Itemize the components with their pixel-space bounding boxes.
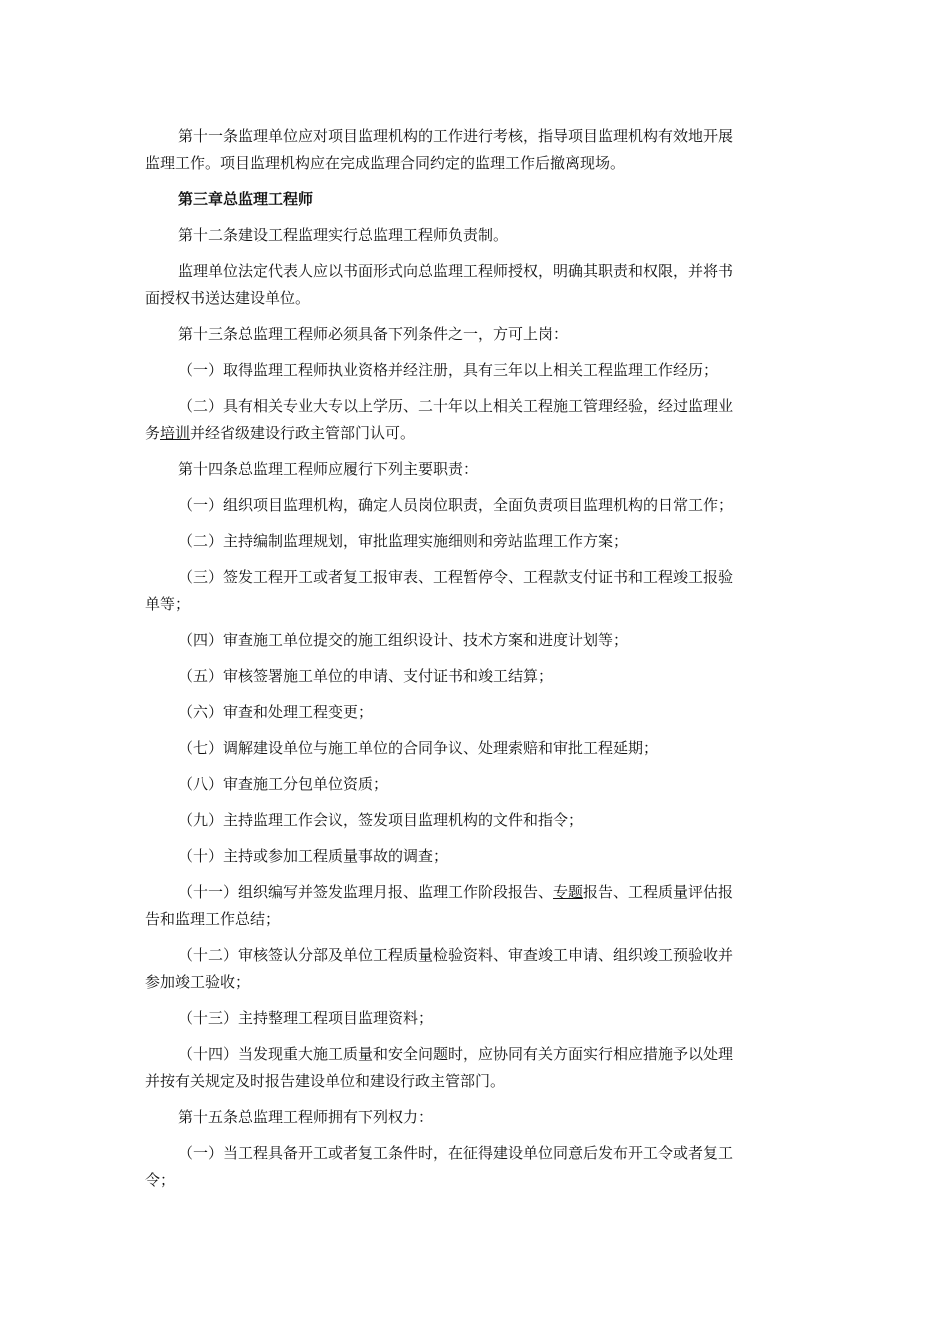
article-14-item-5 <box>145 663 807 690</box>
article-11 <box>145 123 807 177</box>
article-14-item-4 <box>145 627 807 654</box>
training-link[interactable]: 培训 <box>160 424 191 442</box>
article-14-item-9 <box>145 807 807 834</box>
paragraph-line: 并按有关规定及时报告建设单位和建设行政主管部门。 <box>145 1072 506 1090</box>
article-14-item-14 <box>145 1041 807 1095</box>
paragraph-line: （一）取得监理工程师执业资格并经注册，具有三年以上相关工程监理工作经历； <box>178 361 719 379</box>
text-run: 报告、工程质量评估报 <box>583 883 734 901</box>
paragraph-line: （十二）审核签认分部及单位工程质量检验资料、审查竣工申请、组织竣工预验收并 <box>178 946 734 964</box>
article-14-item-11 <box>145 879 807 933</box>
paragraph-line: （十四）当发现重大施工质量和安全问题时，应协同有关方面实行相应措施予以处理 <box>178 1045 734 1063</box>
text-run: （十一）组织编写并签发监理月报、监理工作阶段报告、 <box>178 883 554 901</box>
text-run: 务 <box>145 424 161 442</box>
paragraph-line: 监理工作。项目监理机构应在完成监理合同约定的监理工作后撤离现场。 <box>145 154 626 172</box>
article-14-item-12 <box>145 942 807 996</box>
paragraph-line: （六）审查和处理工程变更； <box>178 703 374 721</box>
paragraph-line: 参加竣工验收； <box>145 973 251 991</box>
article-13-item-2 <box>145 393 807 447</box>
chapter-heading <box>145 186 807 213</box>
paragraph-line <box>145 420 807 447</box>
article-13-item-1 <box>145 357 807 384</box>
paragraph-line: 第十三条总监理工程师必须具备下列条件之一，方可上岗： <box>178 325 569 343</box>
paragraph-line: 告和监理工作总结； <box>145 910 281 928</box>
paragraph-line: 第十四条总监理工程师应履行下列主要职责： <box>178 460 479 478</box>
article-14-item-7 <box>145 735 807 762</box>
article-14-item-10 <box>145 843 807 870</box>
paragraph-line: 面授权书送达建设单位。 <box>145 289 311 307</box>
paragraph-line: 监理单位法定代表人应以书面形式向总监理工程师授权，明确其职责和权限，并将书 <box>178 262 734 280</box>
article-14-item-8 <box>145 771 807 798</box>
paragraph-line: （三）签发工程开工或者复工报审表、工程暂停令、工程款支付证书和工程竣工报验 <box>178 568 734 586</box>
article-14 <box>145 456 807 483</box>
paragraph-line: （二）具有相关专业大专以上学历、二十年以上相关工程施工管理经验，经过监理业 <box>178 397 734 415</box>
article-14-item-6 <box>145 699 807 726</box>
article-14-item-1 <box>145 492 807 519</box>
paragraph-line: （十）主持或参加工程质量事故的调查； <box>178 847 449 865</box>
article-12 <box>145 222 807 249</box>
paragraph-line: 令； <box>145 1171 176 1189</box>
paragraph-line: 第十五条总监理工程师拥有下列权力： <box>178 1108 434 1126</box>
paragraph-line: （十三）主持整理工程项目监理资料； <box>178 1009 434 1027</box>
paragraph-line: （四）审查施工单位提交的施工组织设计、技术方案和进度计划等； <box>178 631 629 649</box>
text-run: 并经省级建设行政主管部门认可。 <box>190 424 416 442</box>
article-14-item-13 <box>145 1005 807 1032</box>
paragraph-line: （九）主持监理工作会议，签发项目监理机构的文件和指令； <box>178 811 584 829</box>
paragraph-line: （七）调解建设单位与施工单位的合同争议、处理索赔和审批工程延期； <box>178 739 659 757</box>
article-12-authorization <box>145 258 807 312</box>
paragraph-line: （八）审查施工分包单位资质； <box>178 775 389 793</box>
paragraph-line: 第十二条建设工程监理实行总监理工程师负责制。 <box>178 226 509 244</box>
paragraph-line: （一）当工程具备开工或者复工条件时，在征得建设单位同意后发布开工令或者复工 <box>178 1144 734 1162</box>
special-topic-link[interactable]: 专题 <box>553 883 584 901</box>
article-13 <box>145 321 807 348</box>
paragraph-line: （二）主持编制监理规划，审批监理实施细则和旁站监理工作方案； <box>178 532 629 550</box>
paragraph-line: （一）组织项目监理机构，确定人员岗位职责，全面负责项目监理机构的日常工作； <box>178 496 734 514</box>
chapter-title: 第三章总监理工程师 <box>178 190 314 208</box>
paragraph-line <box>145 879 807 906</box>
article-14-item-2 <box>145 528 807 555</box>
article-14-item-3 <box>145 564 807 618</box>
paragraph-line: 单等； <box>145 595 191 613</box>
article-15 <box>145 1104 807 1131</box>
paragraph-line: （五）审核签署施工单位的申请、支付证书和竣工结算； <box>178 667 554 685</box>
article-15-item-1 <box>145 1140 807 1194</box>
paragraph-line: 第十一条监理单位应对项目监理机构的工作进行考核，指导项目监理机构有效地开展 <box>178 127 734 145</box>
